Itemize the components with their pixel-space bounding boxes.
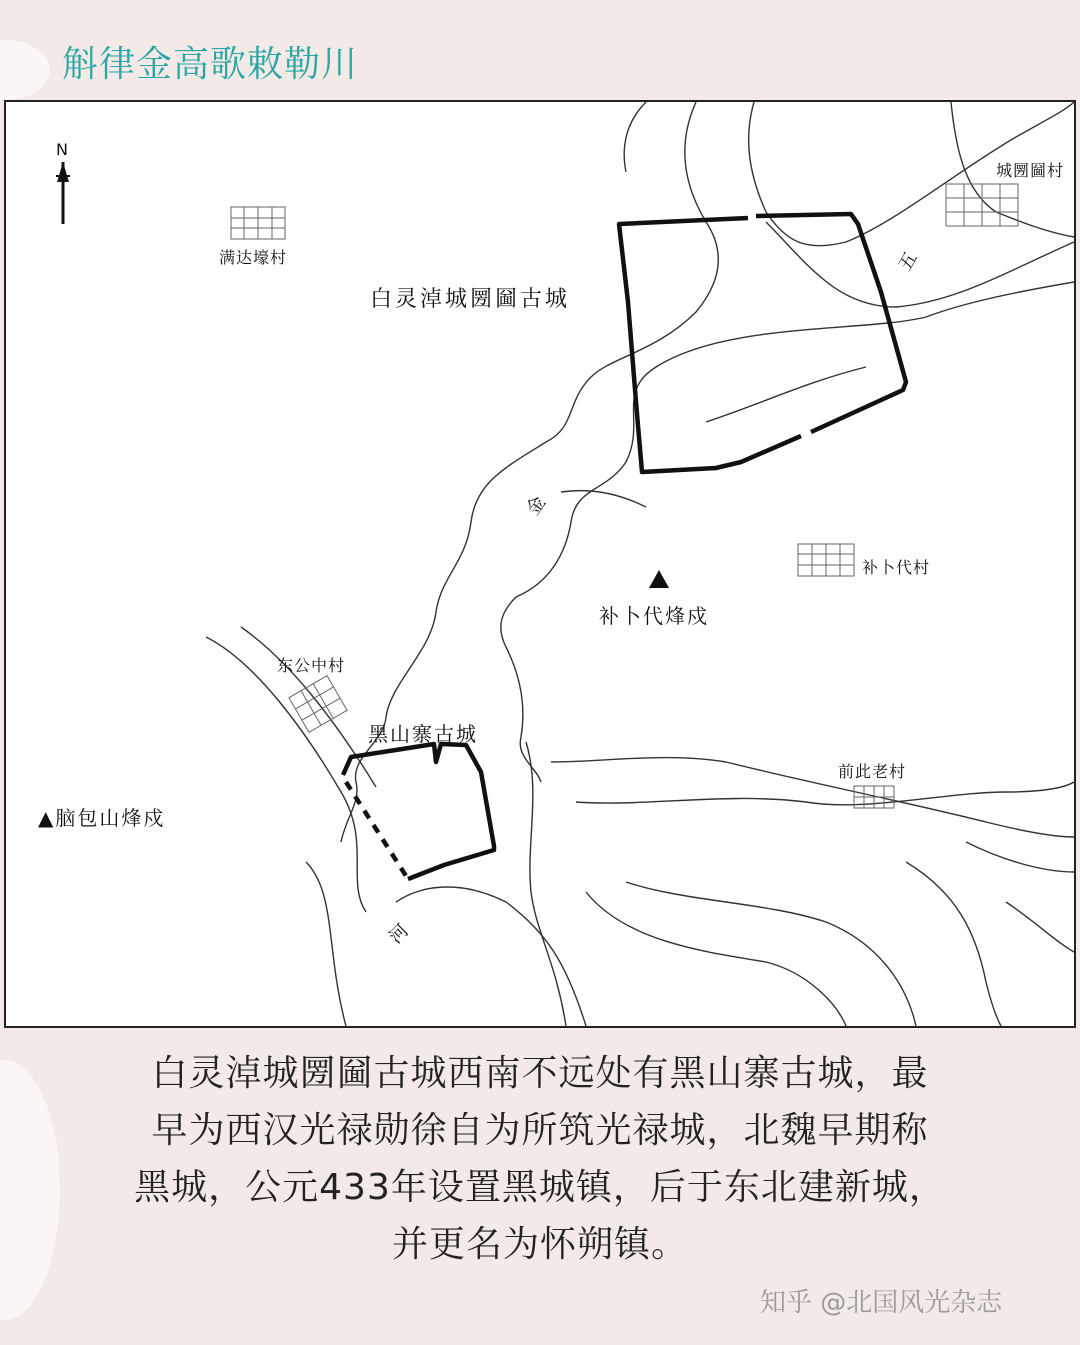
river-bank	[561, 491, 646, 507]
river-bank	[306, 862, 346, 1026]
river-bank	[766, 222, 1074, 307]
village-label-donggongzhong: 东公中村	[277, 656, 346, 675]
river-bank	[966, 842, 1074, 872]
caption-line: 黑城，公元433年设置黑城镇，后于东北建新城，	[134, 1167, 946, 1208]
caption-line: 白灵淖城圐圙古城西南不远处有黑山寨古城，最	[151, 1053, 929, 1094]
village-label-mandahao: 满达壕村	[219, 248, 288, 267]
bailing-fort-wall	[619, 214, 906, 472]
river-label-jin: 金	[522, 492, 550, 520]
fort-label-bailing: 白灵淖城圐圙古城	[370, 287, 571, 312]
beacon-label-naobaoshan: ▲脑包山烽戍	[38, 806, 166, 830]
watermark: 知乎 @北国风光杂志	[760, 1288, 1003, 1318]
caption-line: 早为西汉光禄勋徐自为所筑光禄城，北魏早期称	[151, 1110, 929, 1151]
river-bank	[551, 758, 1074, 837]
north-label: N	[56, 140, 69, 159]
river-bank	[626, 882, 916, 1026]
river-bank	[586, 892, 846, 1026]
north-arrow	[56, 162, 70, 224]
river-label-he: 河	[385, 920, 413, 948]
river-network	[206, 102, 1074, 1026]
beacon-triangle-icon	[649, 570, 669, 588]
village-grid-icon	[231, 207, 285, 239]
map-frame	[4, 100, 1076, 1028]
fort-label-heishanzhai: 黑山寨古城	[368, 722, 478, 746]
village-grid-icon	[946, 184, 1018, 226]
river-bank	[241, 627, 376, 787]
village-label-qiancilao: 前此老村	[838, 762, 907, 781]
river-bank	[396, 887, 586, 1026]
river-bank	[526, 742, 566, 1026]
village-label-bubudai: 补卜代村	[862, 558, 931, 577]
north-arrow-icon	[57, 162, 69, 182]
river-bank	[624, 102, 646, 172]
village-label-chengquantu: 城圐圙村	[996, 161, 1065, 180]
river-bank	[501, 282, 1074, 782]
beacon-label-bubudai: 补卜代烽戍	[599, 604, 709, 628]
river-label-wu: 五	[894, 248, 922, 275]
village-grid-icon	[798, 544, 854, 576]
caption-text	[50, 1045, 1030, 1273]
page-title: 斛律金高歌敕勒川	[62, 44, 359, 85]
heishanzhai-fort-wall	[343, 744, 494, 879]
river-bank	[706, 367, 866, 422]
background-blob	[0, 40, 50, 100]
river-bank	[906, 862, 1001, 1026]
river-bank	[1006, 902, 1074, 952]
caption-line: 并更名为怀朔镇。	[391, 1224, 688, 1265]
